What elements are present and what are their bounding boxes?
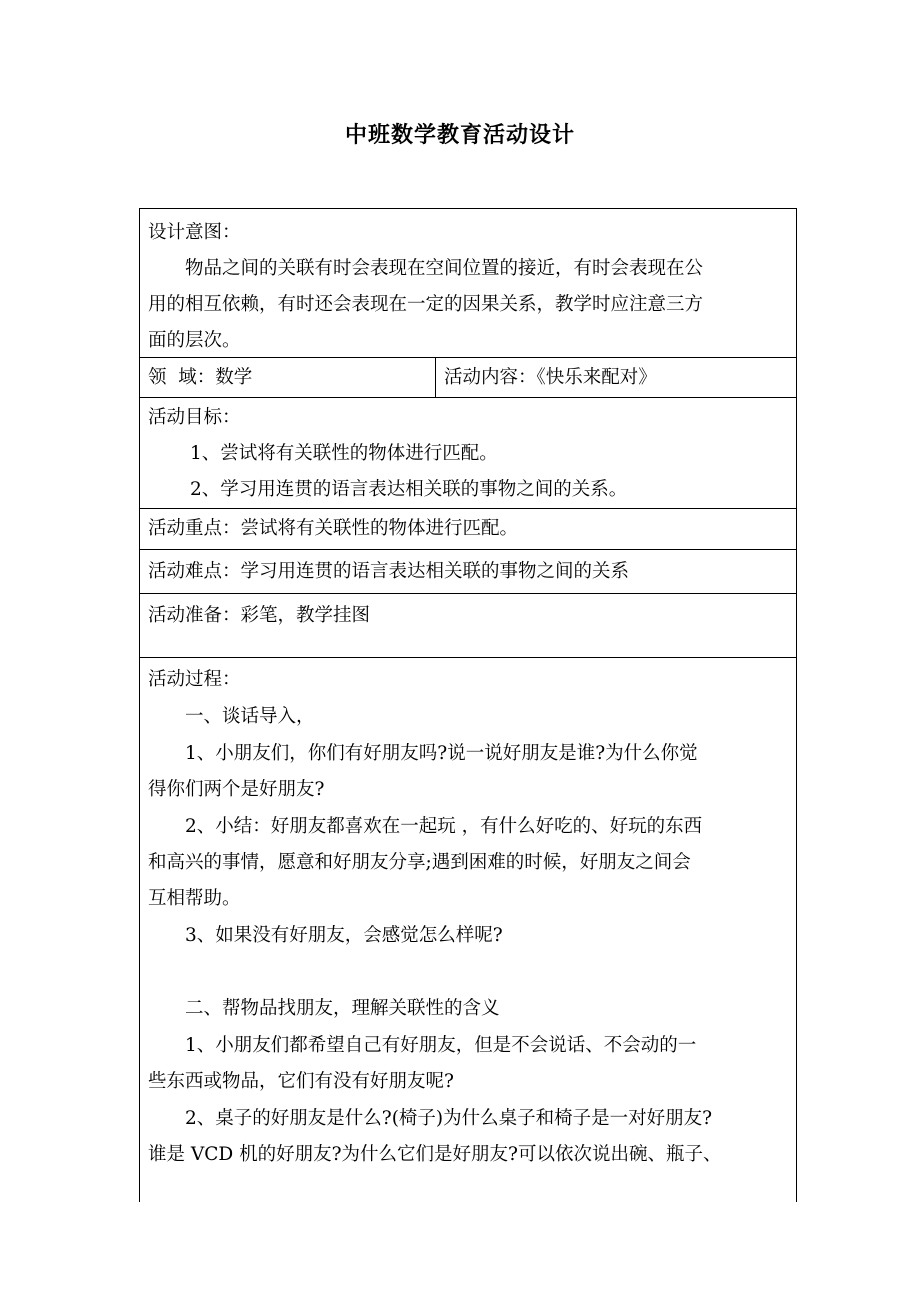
domain-cell: 领 域：数学 xyxy=(148,367,253,388)
activity-content-cell: 活动内容：《快乐来配对》 xyxy=(444,367,657,388)
s1-paragraph-2-line-1: 2、小结：好朋友都喜欢在一起玩 ，有什么好吃的、好玩的东西 xyxy=(185,816,703,837)
design-intent-line-3: 面的层次。 xyxy=(148,330,241,351)
column-divider xyxy=(435,358,436,397)
section-1-title: 一、谈话导入， xyxy=(185,706,315,727)
s1-paragraph-1-line-2: 得你们两个是好朋友? xyxy=(148,779,325,800)
s2-paragraph-1-line-1: 1、小朋友们都希望自己有好朋友，但是不会说话、不会动的一 xyxy=(185,1035,697,1056)
goal-item-2: 2、学习用连贯的语言表达相关联的事物之间的关系。 xyxy=(190,479,628,500)
difficulty-text: 活动难点：学习用连贯的语言表达相关联的事物之间的关系 xyxy=(148,561,630,582)
blank-line xyxy=(148,954,790,990)
s2-paragraph-2-line-1: 2、桌子的好朋友是什么?(椅子)为什么桌子和椅子是一对好朋友? xyxy=(185,1108,713,1129)
goals-label: 活动目标： xyxy=(148,407,241,428)
key-point-row xyxy=(140,509,796,550)
section-2-title: 二、帮物品找朋友，理解关联性的含义 xyxy=(185,998,500,1019)
s1-paragraph-1-line-1: 1、小朋友们，你们有好朋友吗?说一说好朋友是谁?为什么你觉 xyxy=(185,743,698,764)
document-title: 中班数学教育活动设计 xyxy=(344,123,575,148)
key-point-text: 活动重点：尝试将有关联性的物体进行匹配。 xyxy=(148,518,519,539)
s1-paragraph-2-line-2: 和高兴的事情，愿意和好朋友分享;遇到困难的时候，好朋友之间会 xyxy=(148,852,691,873)
s2-paragraph-1-line-2: 些东西或物品，它们有没有好朋友呢? xyxy=(148,1071,454,1092)
domain-row xyxy=(140,358,796,398)
design-intent-line-1: 物品之间的关联有时会表现在空间位置的接近，有时会表现在公 xyxy=(185,258,704,279)
design-intent-line-2: 用的相互依赖，有时还会表现在一定的因果关系，教学时应注意三方 xyxy=(148,294,704,315)
difficulty-row xyxy=(140,550,796,594)
design-intent-label: 设计意图： xyxy=(148,222,241,243)
preparation-text: 活动准备：彩笔，教学挂图 xyxy=(148,605,371,626)
lesson-plan-table xyxy=(139,208,797,1202)
s1-paragraph-2-line-3: 互相帮助。 xyxy=(148,888,241,909)
process-row xyxy=(140,658,796,1173)
s2-paragraph-2-line-2: 谁是 VCD 机的好朋友?为什么它们是好朋友?可以依次说出碗、瓶子、 xyxy=(148,1144,722,1165)
process-label: 活动过程： xyxy=(148,669,241,690)
preparation-row xyxy=(140,594,796,658)
goal-item-1: 1、尝试将有关联性的物体进行匹配。 xyxy=(190,443,498,464)
s1-paragraph-3: 3、如果没有好朋友，会感觉怎么样呢? xyxy=(185,925,503,946)
goals-row xyxy=(140,398,796,509)
design-intent-row xyxy=(140,209,796,358)
